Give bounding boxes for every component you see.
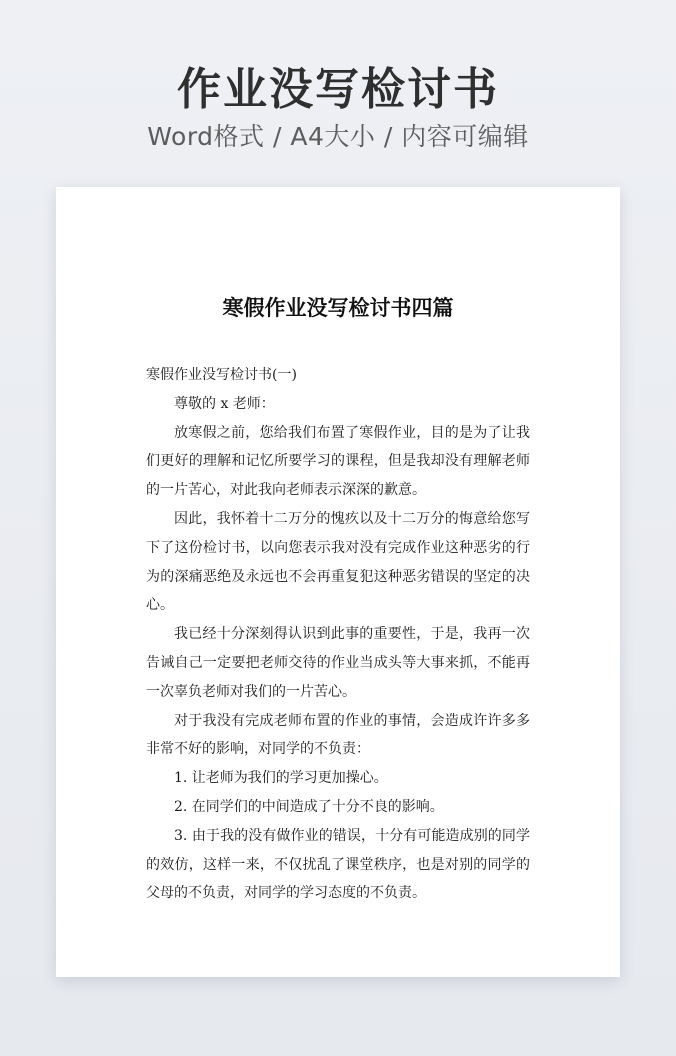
section-heading: 寒假作业没写检讨书(一) (146, 367, 297, 383)
paragraph: 放寒假之前，您给我们布置了寒假作业，目的是为了让我们更好的理解和记忆所要学习的课程，但是我却没有理解老师的一片苦心，对此我向老师表示深深的歉意。 (146, 424, 530, 499)
paragraph: 我已经十分深刻得认识到此事的重要性，于是，我再一次告诫自己一定要把老师交待的作业当成头等大事来抓，不能再一次辜负老师对我们的一片苦心。 (146, 626, 530, 700)
list-item: 3. 由于我的没有做作业的错误，十分有可能造成别的同学的效仿，这样一来，不仅扰乱了课堂秩序，也是对别的同学的父母的不负责，对同学的学习态度的不负责。 (146, 827, 530, 902)
page-header (0, 62, 676, 154)
page-subtitle: Word格式 / A4大小 / 内容可编辑 (147, 122, 529, 151)
document-title: 寒假作业没写检讨书四篇 (222, 295, 454, 320)
paragraph: 因此，我怀着十二万分的愧疚以及十二万分的悔意给您写下了这份检讨书，以向您表示我对没有完成作业这种恶劣的行为的深痛恶绝及永远也不会再重复犯这种恶劣错误的坚定的决心。 (146, 510, 530, 614)
document-body (146, 361, 530, 908)
salutation: 尊敬的 x 老师： (174, 395, 275, 412)
paragraph: 对于我没有完成老师布置的作业的事情，会造成许许多多非常不好的影响，对同学的不负责： (146, 712, 530, 758)
page-title: 作业没写检讨书 (177, 64, 499, 115)
list-item: 2. 在同学们的中间造成了十分不良的影响。 (174, 798, 444, 815)
list-item: 1. 让老师为我们的学习更加操心。 (174, 770, 388, 787)
